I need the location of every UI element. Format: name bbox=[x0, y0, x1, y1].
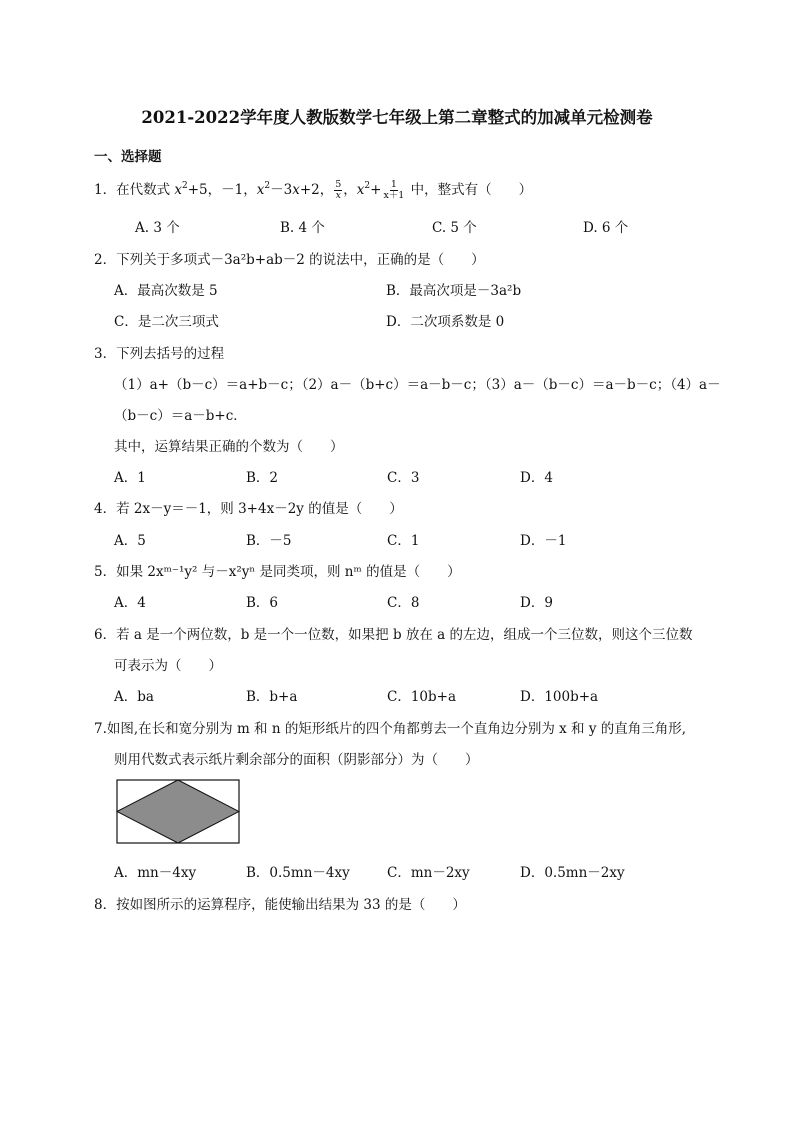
q1-term2-rest: +2， bbox=[299, 182, 334, 198]
q5-option-d[interactable]: D．9 bbox=[520, 595, 553, 611]
q2-option-a[interactable]: A．最高次数是 5 bbox=[114, 283, 218, 299]
q7-option-b[interactable]: B．0.5mn－4xy bbox=[246, 865, 350, 881]
q1-suffix: 中，整式有（ ） bbox=[410, 182, 533, 198]
q7-rectangle-rhombus-figure bbox=[116, 779, 240, 845]
q1-term2-exp: 2 bbox=[264, 181, 271, 191]
q2-option-d[interactable]: D．二次项系数是 0 bbox=[386, 314, 505, 330]
q1-fraction-5-over-x: $\frac{5}{x}$ bbox=[335, 179, 342, 201]
q3-question-line: 其中，运算结果正确的个数为（ ） bbox=[114, 439, 344, 455]
q5-option-c[interactable]: C．8 bbox=[387, 595, 420, 611]
question-1-stem bbox=[94, 178, 532, 201]
question-5-stem: 5．如果 2xᵐ⁻¹y² 与－x²yⁿ 是同类项，则 nᵐ 的值是（ ） bbox=[94, 564, 461, 580]
q1-option-a[interactable]: A. 3 个 bbox=[135, 220, 180, 236]
q7-option-a[interactable]: A．mn－4xy bbox=[114, 865, 197, 881]
question-3-stem: 3．下列去括号的过程 bbox=[94, 346, 225, 362]
q6-option-a[interactable]: A．ba bbox=[114, 689, 154, 705]
q3-process-line-1: （1）a+（b－c）＝a+b－c；（2）a－（b+c）＝a－b－c；（3）a－（b－c）＝a－b－c；（4）a－ bbox=[114, 377, 721, 393]
question-4-stem: 4．若 2x－y＝－1，则 3+4x－2y 的值是（ ） bbox=[94, 501, 403, 517]
question-7-stem-line-1: 7.如图,在长和宽分别为 m 和 n 的矩形纸片的四个角都剪去一个直角边分别为 x 和 y 的直角三角形, bbox=[94, 721, 687, 737]
q1-fraction-1-over-x-plus-1: $\frac{1}{x+1}$ bbox=[383, 179, 405, 201]
q1-term1-exp: 2 bbox=[182, 181, 188, 191]
q1-prefix: 1．在代数式 bbox=[94, 182, 171, 198]
q1-term3-plus: + bbox=[370, 182, 382, 198]
q5-option-b[interactable]: B．6 bbox=[246, 595, 279, 611]
q1-term3-exp: 2 bbox=[364, 181, 371, 191]
q1-comma: ， bbox=[343, 182, 357, 198]
q3-option-b[interactable]: B．2 bbox=[246, 470, 279, 486]
q1-option-b[interactable]: B. 4 个 bbox=[280, 220, 325, 236]
q1-option-c[interactable]: C. 5 个 bbox=[432, 220, 477, 236]
q1-term1-rest: +5，－1， bbox=[187, 182, 257, 198]
question-6-stem-line-2: 可表示为（ ） bbox=[114, 658, 222, 674]
q1-term1-var: x bbox=[174, 182, 183, 198]
question-6-stem-line-1: 6．若 a 是一个两位数，b 是一个一位数，如果把 b 放在 a 的左边，组成一个三位数，则这个三位数 bbox=[94, 627, 693, 643]
q3-option-d[interactable]: D．4 bbox=[520, 470, 553, 486]
q3-option-a[interactable]: A．1 bbox=[114, 470, 146, 486]
q4-option-d[interactable]: D．－1 bbox=[520, 533, 567, 549]
q1-term3-var: x bbox=[356, 182, 365, 198]
q2-option-c[interactable]: C．是二次三项式 bbox=[114, 314, 219, 330]
page-title: 2021-2022学年度人教版数学七年级上第二章整式的加减单元检测卷 bbox=[141, 108, 653, 127]
q6-option-b[interactable]: B．b+a bbox=[246, 689, 298, 705]
q7-option-d[interactable]: D．0.5mn－2xy bbox=[520, 865, 625, 881]
q4-option-a[interactable]: A．5 bbox=[114, 533, 146, 549]
q4-option-b[interactable]: B．－5 bbox=[246, 533, 292, 549]
shaded-rhombus bbox=[117, 780, 239, 843]
q1-option-d[interactable]: D. 6 个 bbox=[583, 220, 629, 236]
q1-term2-var: x bbox=[256, 182, 265, 198]
section-heading: 一、选择题 bbox=[94, 149, 162, 165]
q5-option-a[interactable]: A．4 bbox=[114, 595, 146, 611]
q1-term2-x: x bbox=[292, 182, 300, 198]
q3-process-line-2: （b－c）＝a－b+c． bbox=[114, 408, 247, 424]
q4-option-c[interactable]: C．1 bbox=[387, 533, 420, 549]
question-7-stem-line-2: 则用代数式表示纸片剩余部分的面积（阴影部分）为（ ） bbox=[114, 752, 479, 768]
q6-option-d[interactable]: D．100b+a bbox=[520, 689, 599, 705]
question-8-stem: 8．按如图所示的运算程序，能使输出结果为 33 的是（ ） bbox=[94, 897, 466, 913]
q6-option-c[interactable]: C．10b+a bbox=[387, 689, 457, 705]
q1-term2-mid: －3 bbox=[270, 182, 293, 198]
question-2-stem: 2．下列关于多项式－3a²b+ab－2 的说法中，正确的是（ ） bbox=[94, 252, 485, 268]
q2-option-b[interactable]: B．最高次项是－3a²b bbox=[386, 283, 522, 299]
q3-option-c[interactable]: C．3 bbox=[387, 470, 420, 486]
q7-option-c[interactable]: C．mn－2xy bbox=[387, 865, 470, 881]
